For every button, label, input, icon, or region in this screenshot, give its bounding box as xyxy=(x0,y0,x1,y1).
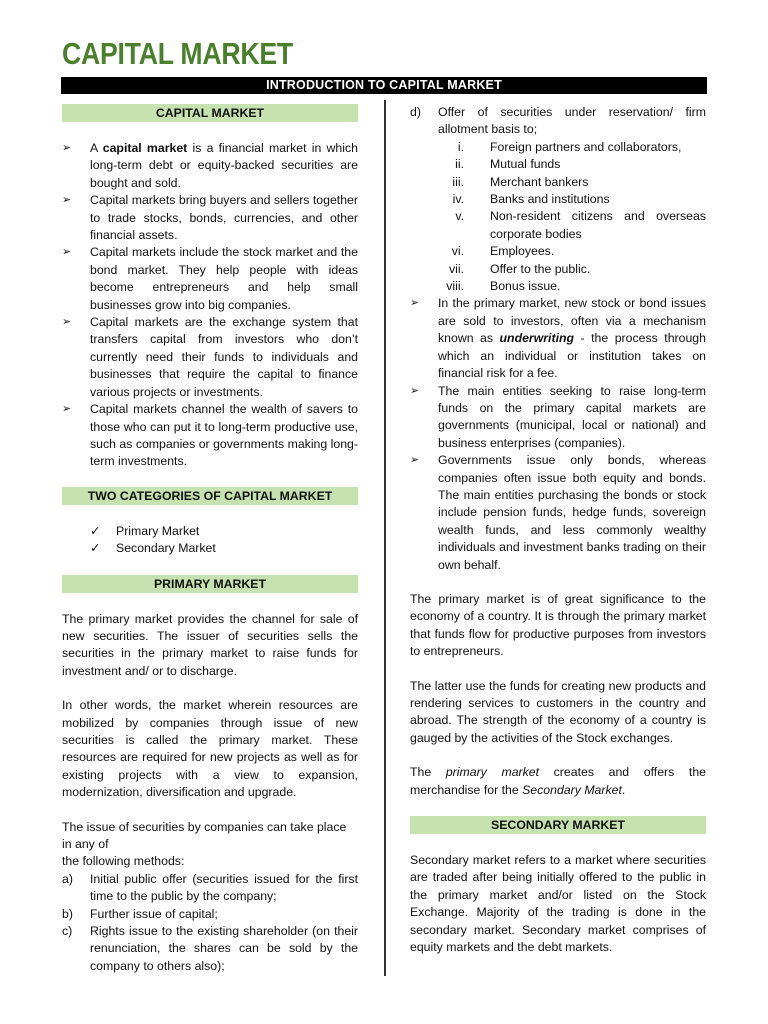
primary-market-bullets xyxy=(410,295,706,574)
arrow-bullet-icon: ➢ xyxy=(410,384,420,397)
issue-methods-intro: The issue of securities by companies can take place in any of the following methods: xyxy=(62,819,347,869)
left-column xyxy=(62,104,358,975)
list-item: v. Non-resident citizens and overseas corporate bodies xyxy=(455,209,706,241)
list-item: b) Further issue of capital; xyxy=(62,906,218,921)
list-item: ➢ Capital markets channel the wealth of savers to those who can put it to long-term productive use, such as companies or governments making long-term investments. xyxy=(62,401,358,471)
list-item: iv. Banks and institutions xyxy=(452,192,610,207)
list-item: ➢ In the primary market, new stock or bond issues are sold to investors, often via a mechanism known as underwriting - the process through which an individual or institution takes on financial risk for a fee. xyxy=(410,295,706,382)
arrow-bullet-icon: ➢ xyxy=(62,403,72,416)
list-item: a) Initial public offer (securities issued for the first time to the public by the company; xyxy=(62,871,358,904)
list-item: ✓ Secondary Market xyxy=(62,540,358,557)
page-title: CAPITAL MARKET xyxy=(62,36,293,71)
list-item: ➢ The main entities seeking to raise long-term funds on the primary capital markets are governments (municipal, local or national) and business enterprises (companies). xyxy=(410,383,706,453)
list-item: viii. Bonus issue. xyxy=(446,279,561,294)
column-divider xyxy=(384,100,386,976)
list-item: ii. Mutual funds xyxy=(455,157,561,172)
list-item: ✓ Primary Market xyxy=(62,523,358,540)
list-item: iii. Merchant bankers xyxy=(452,174,589,189)
heading-secondary-market: SECONDARY MARKET xyxy=(410,816,706,834)
arrow-bullet-icon: ➢ xyxy=(62,246,72,259)
check-icon: ✓ xyxy=(90,541,101,556)
significance-paragraph: The latter use the funds for creating new products and rendering services to customers in the country and abroad. The strength of the economy of a country is gauged by the activities of the Stock exchanges. xyxy=(410,678,706,745)
significance-paragraph: The primary market is of great significance to the economy of a country. It is through the primary market that funds flow for productive purposes from investors to entrepreneurs. xyxy=(410,591,706,659)
list-item: d) Offer of securities under reservation/ firm allotment basis to; xyxy=(410,105,706,137)
list-item: ➢ Capital markets bring buyers and sellers together to trade stocks, bonds, currencies, and other financial assets. xyxy=(62,192,358,244)
primary-market-paragraph: In other words, the market wherein resources are mobilized by companies through issue of new securities is called the primary market. These resources are required for new projects as well as for existing projects with a view to expansion, modernization, diversification and upgrade. xyxy=(62,698,358,800)
arrow-bullet-icon: ➢ xyxy=(62,316,72,329)
list-item: ➢ Capital markets include the stock market and the bond market. They help people with ideas become entrepreneurs and help small businesses grow into big companies. xyxy=(62,244,358,314)
heading-two-categories: TWO CATEGORIES OF CAPITAL MARKET xyxy=(62,487,358,505)
list-item: c) Rights issue to the existing shareholder (on their renunciation, the shares can be sold by the company to others also); xyxy=(62,924,358,973)
list-item: i. Foreign partners and collaborators, xyxy=(457,139,682,154)
list-item: ➢ A capital market is a financial market in which long-term debt or equity-backed securities are bought and sold. xyxy=(62,140,358,192)
section-banner: INTRODUCTION TO CAPITAL MARKET xyxy=(61,77,707,94)
heading-capital-market: CAPITAL MARKET xyxy=(62,104,358,122)
arrow-bullet-icon: ➢ xyxy=(410,454,420,467)
right-column xyxy=(410,104,706,956)
categories-list xyxy=(62,523,358,558)
primary-market-paragraph: The primary market provides the channel for sale of new securities. The issuer of securities sells the securities in the primary market to raise funds for investment and/ or to discharge. xyxy=(62,611,358,678)
list-item: ➢ Capital markets are the exchange system that transfers capital from investors who don’t currently need their funds to individuals and businesses that require the capital to finance various projects or investments. xyxy=(62,314,358,401)
arrow-bullet-icon: ➢ xyxy=(62,142,72,154)
merchandise-paragraph: The primary market creates and offers the merchandise for the Secondary Market. xyxy=(410,765,706,797)
roman-list xyxy=(410,139,706,296)
arrow-bullet-icon: ➢ xyxy=(62,194,72,207)
check-icon: ✓ xyxy=(90,523,101,538)
issue-methods-list xyxy=(62,871,358,975)
list-item: vi. Employees. xyxy=(451,244,555,259)
heading-primary-market: PRIMARY MARKET xyxy=(62,575,358,593)
capital-market-bullets xyxy=(62,140,358,471)
list-item: ➢ Governments issue only bonds, whereas companies often issue both equity and bonds. The main entities purchasing the bonds or stock include pension funds, hedge funds, sovereign wealth funds, and less commonly wealthy individuals and investment banks trading on their own behalf. xyxy=(410,452,706,574)
secondary-market-paragraph: Secondary market refers to a market where securities are traded after being initially offered to the public in the primary market and/or listed on the Stock Exchange. Majority of the trading is done in the secondary market. Secondary market comprises of equity markets and the debt markets. xyxy=(410,853,706,955)
arrow-bullet-icon: ➢ xyxy=(410,297,420,310)
list-item: vii. Offer to the public. xyxy=(448,261,591,276)
